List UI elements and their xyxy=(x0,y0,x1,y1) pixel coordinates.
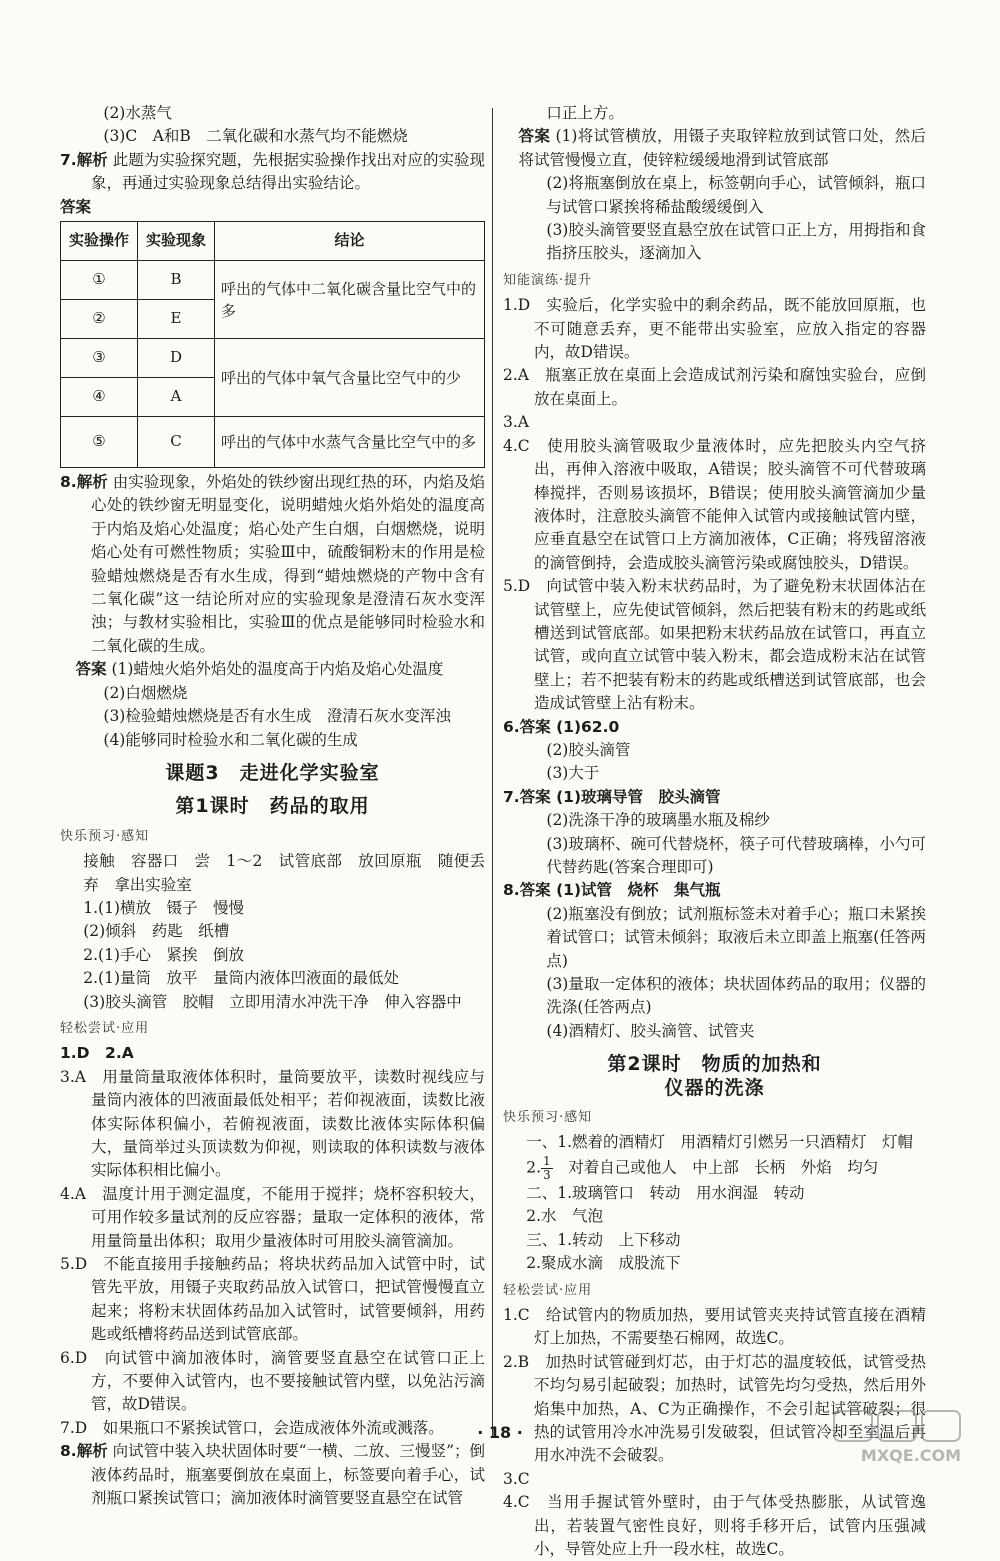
table-cell: E xyxy=(138,300,215,339)
text: 对着自己或他人 中上部 长柄 外焰 均匀 xyxy=(552,1158,879,1177)
text-line: 2.水 气泡 xyxy=(526,1207,604,1226)
question-8 xyxy=(60,471,485,658)
text-line: 1.C 给试管内的物质加热，要用试管夹夹持试管直接在酒精灯上加热，不需要垫石棉网，故选C。 xyxy=(503,1305,926,1348)
text-line-fraction xyxy=(503,1155,926,1182)
table-cell: B xyxy=(138,261,215,300)
answer-label: 答案 xyxy=(75,660,107,679)
text-line: (2)洗涤干净的玻璃墨水瓶及棉纱 xyxy=(546,811,770,830)
experiment-table xyxy=(60,221,485,468)
text-line: 5.D 不能直接用手接触药品；将块状药品加入试管中时，试管先平放，用镊子夹取药品放入试管口，把试管慢慢直立起来；将粉末状固体药品加入试管时，试管要倾斜，用药匙或纸槽将药品送到试管底部。 xyxy=(60,1255,485,1344)
text-line: (3)大于 xyxy=(546,764,600,783)
question-7 xyxy=(60,149,485,196)
watermark-logo xyxy=(826,1407,996,1467)
table-cell: D xyxy=(138,339,215,378)
table-cell: ④ xyxy=(61,378,138,417)
text-line: 一、1.燃着的酒精灯 用酒精灯引燃另一只酒精灯 灯帽 xyxy=(526,1133,914,1152)
table-cell: C xyxy=(138,417,215,468)
fraction xyxy=(541,1155,553,1182)
text-line: (2)瓶塞没有倒放；试剂瓶标签未对着手心；瓶口未紧挨着试管口；试管未倾斜；取液后未立即盖上瓶塞(任答两点) xyxy=(546,904,926,970)
analysis-label: 解析 xyxy=(76,150,108,169)
text-line: (2)水蒸气 xyxy=(103,104,172,122)
text-line: 1.D 2.A xyxy=(60,1044,134,1063)
text-line: (3)C A和B 二氧化碳和水蒸气均不能燃烧 xyxy=(103,127,408,146)
page-number: · 18 · xyxy=(477,1423,523,1442)
text-line: 4.C 使用胶头滴管吸取少量液体时，应先把胶头内空气挤出，再伸入溶液中吸取，A错误；胶头滴管不可代替玻璃棒搅拌，否则易该损坏，B错误；使用胶头滴管滴加少量液体时，注意胶头滴管不能伸入试管内或接触试管内壁，应垂直悬空在试管口上方滴加液体，C正确；将残留溶液的滴管倒持，会造成胶头滴管污染或腐蚀胶头，D错误。 xyxy=(503,436,926,572)
left-column xyxy=(60,102,485,1511)
answer-text: (1)将试管横放，用镊子夹取锌粒放到试管口处，然后将试管慢慢立直，使锌粒缓缓地滑到试管底部 xyxy=(518,127,926,169)
text-line: 1.D 实验后，化学实验中的剩余药品，既不能放回原瓶，也不可随意丢弃，更不能带出实验室，应放入指定的容器内，故D错误。 xyxy=(503,296,926,362)
text-line: 口正上方。 xyxy=(546,104,624,122)
answer-line: (2)白烟燃烧 xyxy=(103,683,188,702)
section-label: 轻松尝试·应用 xyxy=(60,1020,150,1036)
section-label: 快乐预习·感知 xyxy=(503,1110,593,1126)
lesson-title: 第2课时 物质的加热和 xyxy=(607,1053,822,1076)
text-line: 3.A 用量筒量取液体体积时，量筒要放平，读数时视线应与量筒内液体的凹液面最低处相平；若仰视液面，读数比液体实际体积偏小，若俯视液面，读数比液体实际体积偏大，量筒举过头顶读数为仰视，则读取的体积读数与液体实际体积相比偏小。 xyxy=(60,1067,485,1180)
text-line: (3)胶头滴管要竖直悬空放在试管口正上方，用拇指和食指挤压胶头，逐滴加入 xyxy=(546,221,926,263)
fraction-denominator: 3 xyxy=(543,1167,551,1182)
text-line: 2.A 瓶塞正放在桌面上会造成试剂污染和腐蚀实验台，应倒放在桌面上。 xyxy=(503,366,926,408)
text-line: 8.答案 (1)试管 烧杯 集气瓶 xyxy=(503,881,721,900)
lesson-title: 第1课时 药品的取用 xyxy=(175,795,370,818)
answer-label: 答案 xyxy=(60,197,92,216)
text-line: 3.C xyxy=(503,1469,530,1488)
text-line: 2.B 加热时试管碰到灯芯，由于灯芯的温度较低，试管受热不均匀易引起破裂；加热时，试管先均匀受热，然后用外焰集中加热，A、C为正确操作，不会引起试管破裂；很热的试管用冷水冲洗易引发破裂，但试管冷却至室温后再用水冲洗不会破裂。 xyxy=(503,1352,926,1465)
text-line: 2.聚成水滴 成股流下 xyxy=(526,1254,681,1273)
text-line: 4.C 当用手握试管外壁时，由于气体受热膨胀，从试管逸出，若装置气密性良好，则将手移开后，试管内压强减小，导管处应上升一段水柱，故选C。 xyxy=(503,1493,926,1558)
text-line: 7.D 如果瓶口不紧挨试管口，会造成液体外流或溅落。 xyxy=(60,1418,444,1437)
text-line: 7.答案 (1)玻璃导管 胶头滴管 xyxy=(503,787,721,806)
text-line: (2)将瓶塞倒放在桌上，标签朝向手心，试管倾斜，瓶口与试管口紧挨将稀盐酸缓缓倒入 xyxy=(546,174,926,216)
table-cell: ③ xyxy=(61,339,138,378)
text-line: 6.答案 (1)62.0 xyxy=(503,717,620,736)
text-line: 2.(1)量筒 放平 量筒内液体凹液面的最低处 xyxy=(83,969,399,988)
text-line: 3.A xyxy=(503,413,529,432)
text-line: (4)酒精灯、胶头滴管、试管夹 xyxy=(546,1021,755,1040)
table-cell: 呼出的气体中二氧化碳含量比空气中的多 xyxy=(215,261,485,339)
lesson-title-cont: 仪器的洗涤 xyxy=(664,1076,765,1099)
section-label: 轻松尝试·应用 xyxy=(503,1282,593,1298)
text-line: 1.(1)横放 镊子 慢慢 xyxy=(83,898,244,917)
table-header: 实验操作 xyxy=(61,222,138,261)
right-column xyxy=(503,102,926,1561)
table-cell: ① xyxy=(61,261,138,300)
text-line: 接触 容器口 尝 1～2 试管底部 放回原瓶 随便丢弃 拿出实验室 xyxy=(83,852,485,894)
question-8-analysis xyxy=(60,1440,485,1510)
table-cell: 呼出的气体中水蒸气含量比空气中的多 xyxy=(215,417,485,468)
text-line: (3)胶头滴管 胶帽 立即用清水冲洗干净 伸入容器中 xyxy=(83,992,462,1011)
table-cell: ② xyxy=(61,300,138,339)
analysis-label: 解析 xyxy=(76,473,108,492)
text-line: (3)玻璃杯、碗可代替烧杯，筷子可代替玻璃棒，小勺可代替药匙(答案合理即可) xyxy=(546,834,926,876)
answer-text: (1)蜡烛火焰外焰处的温度高于内焰及焰心处温度 xyxy=(111,660,444,679)
text-line: 5.D 向试管中装入粉末状药品时，为了避免粉末状固体沾在试管壁上，应先使试管倾斜，然后把装有粉末的药匙或纸槽送到试管底部。如果把粉末状药品放在试管口，再直立试管，或向直立试管中装入粉末，都会造成粉末沾在试管壁上；若不把装有粉末的药匙或纸槽送到试管底部，也会造成试管壁上沾有粉末。 xyxy=(503,577,926,713)
answer-line xyxy=(503,125,926,172)
table-header: 实验现象 xyxy=(138,222,215,261)
analysis-text: 向试管中装入块状固体时要“一横、二放、三慢竖”；倒液体药品时，瓶塞要倒放在桌面上，标签要向着手心，试剂瓶口紧挨试管口；滴加液体时滴管要竖直悬空在试管 xyxy=(91,1442,485,1508)
table-cell: A xyxy=(138,378,215,417)
text-line: 6.D 向试管中滴加液体时，滴管要竖直悬空在试管口正上方，不要伸入试管内，也不要接触试管内壁，以免沾污滴管，故D错误。 xyxy=(60,1348,485,1414)
question-number: 8. xyxy=(60,473,77,492)
text-line: 二、1.玻璃管口 转动 用水润湿 转动 xyxy=(526,1183,805,1202)
watermark-text: MXQE.COM xyxy=(860,1446,962,1465)
question-number: 8. xyxy=(60,1442,77,1461)
answer-line xyxy=(60,658,485,681)
answer-line: (4)能够同时检验水和二氧化碳的生成 xyxy=(103,730,358,749)
answer-label: 答案 xyxy=(518,127,551,146)
answer-line: (3)检验蜡烛燃烧是否有水生成 澄清石灰水变浑浊 xyxy=(103,707,451,726)
question-number: 7. xyxy=(60,150,77,169)
table-cell: ⑤ xyxy=(61,417,138,468)
analysis-label: 解析 xyxy=(76,1442,108,1461)
table-cell: 呼出的气体中氧气含量比空气中的少 xyxy=(215,339,485,417)
text-line: (2)倾斜 药匙 纸槽 xyxy=(83,922,230,941)
section-label: 知能演练·提升 xyxy=(503,272,593,288)
table-header: 结论 xyxy=(215,222,485,261)
analysis-text: 由实验现象，外焰处的铁纱窗出现红热的环，内焰及焰心处的铁纱窗无明显变化，说明蜡烛火焰外焰处的温度高于内焰及焰心处温度；焰心处产生白烟，白烟燃烧，说明焰心处有可燃性物质；实验Ⅲ中，硫酸铜粉末的作用是检验蜡烛燃烧是否有水生成，得到“蜡烛燃烧的产物中含有二氧化碳”这一结论所对应的实验现象是澄清石灰水变浑浊；与教材实验相比，实验Ⅲ的优点是能够同时检验水和二氧化碳的生成。 xyxy=(91,473,485,655)
text-line: 4.A 温度计用于测定温度，不能用于搅拌；烧杯容积较大，可用作较多量试剂的反应容器；量取一定体积的液体，常用量筒量出体积；取用少量液体时可用胶头滴管滴加。 xyxy=(60,1184,485,1250)
text-line: (2)胶头滴管 xyxy=(546,740,631,759)
text-line: 三、1.转动 上下移动 xyxy=(526,1230,681,1249)
item-number: 2. xyxy=(526,1158,542,1177)
fraction-numerator: 1 xyxy=(543,1153,551,1168)
text-line: (3)量取一定体积的液体；块状固体药品的取用；仪器的洗涤(任答两点) xyxy=(546,975,926,1017)
text-line: 2.(1)手心 紧挨 倒放 xyxy=(83,945,244,964)
section-label: 快乐预习·感知 xyxy=(60,828,150,844)
column-divider xyxy=(492,108,493,1438)
topic-title: 课题3 走进化学实验室 xyxy=(165,761,380,784)
analysis-text: 此题为实验探究题，先根据实验操作找出对应的实验现象，再通过实验现象总结得出实验结论。 xyxy=(91,150,485,193)
